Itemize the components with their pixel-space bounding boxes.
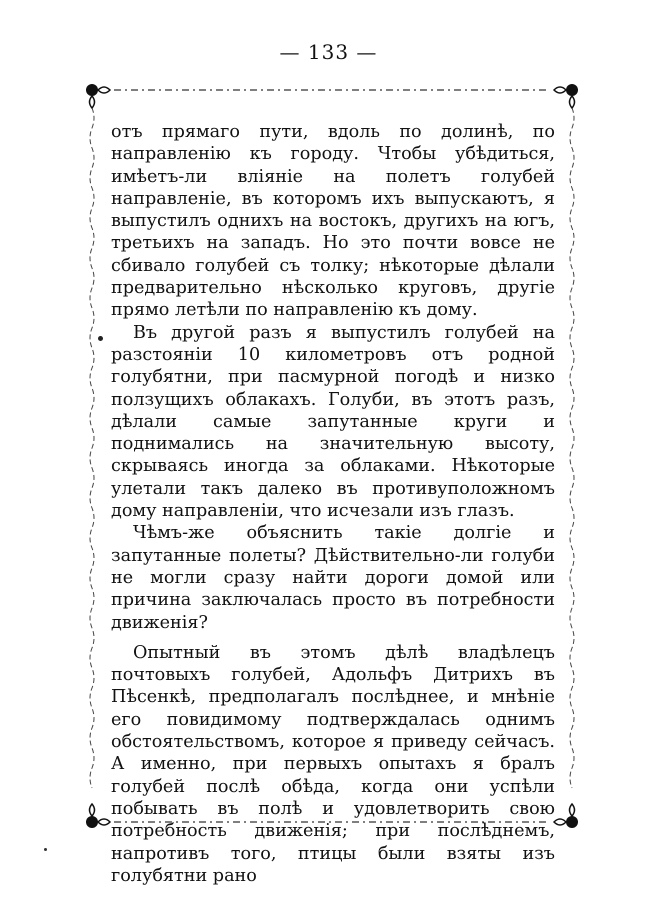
margin-dot bbox=[98, 336, 103, 341]
corner-ornament-top-left-icon bbox=[86, 84, 110, 108]
page-speck bbox=[44, 848, 47, 851]
corner-ornament-top-right-icon bbox=[554, 84, 578, 108]
body-text bbox=[111, 121, 555, 887]
paragraph: Опытный въ этомъ дѣлѣ владѣлецъ почтовыхъ голубей, Адольфъ Дитрихъ въ Пѣсенкѣ, предполагалъ послѣднее, и мнѣніе его повидимому подтверждалась однимъ обстоятельствомъ, которое я приведу сейчасъ. А именно, при первыхъ опытахъ я бралъ голубей послѣ обѣда, когда они успѣли побывать въ полѣ и удовлетворить свою потребность движенія; при послѣднемъ, напротивъ того, птицы были взяты изъ голубятни рано bbox=[111, 642, 555, 886]
corner-ornament-bottom-right-icon bbox=[554, 804, 578, 828]
paragraph: Въ другой разъ я выпустилъ голубей на разстояніи 10 километровъ отъ родной голубятни, при пасмурной погодѣ и низко ползущихъ облакахъ. Голуби, въ этотъ разъ, дѣлали самые запутанные круги и поднимались на значительную высоту, скрываясь иногда за облаками. Нѣкоторые улетали такъ далеко въ противуположномъ дому направленіи, что исчезали изъ глазъ. bbox=[111, 322, 555, 522]
paragraph: отъ прямаго пути, вдоль по долинѣ, по направленію къ городу. Чтобы убѣдиться, имѣетъ-ли вліяніе на полетъ голубей направленіе, въ которомъ ихъ выпускаютъ, я выпустилъ однихъ на востокъ, другихъ на югъ, третьихъ на западъ. Но это почти вовсе не сбивало голубей съ толку; нѣкоторые дѣлали предварительно нѣсколько круговъ, другіе прямо летѣли по направленію къ дому. bbox=[111, 122, 555, 321]
paragraph: Чѣмъ-же объяснить такіе долгіе и запутанные полеты? Дѣйствительно-ли голуби не могли сразу найти дороги домой или причина заключалась просто въ потребности движенія? bbox=[111, 523, 555, 633]
corner-ornament-bottom-left-icon bbox=[86, 804, 110, 828]
page-number: — 133 — bbox=[279, 40, 378, 64]
